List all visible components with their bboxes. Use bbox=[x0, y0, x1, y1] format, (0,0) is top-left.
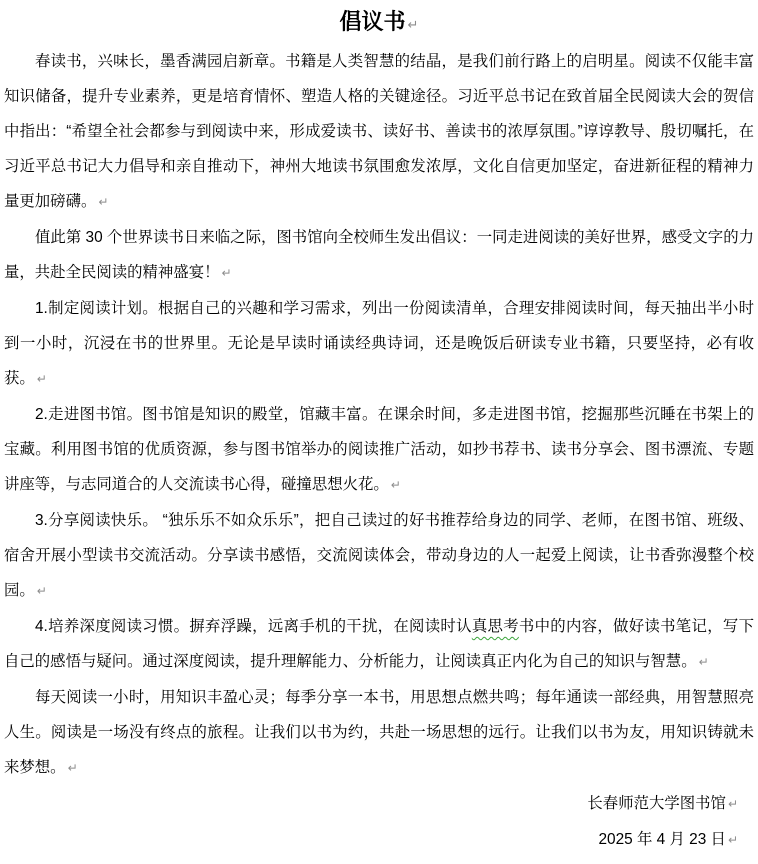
paragraph-item-3[interactable] bbox=[4, 503, 754, 609]
paragraph-item-4[interactable] bbox=[4, 609, 754, 680]
paragraph-opening[interactable] bbox=[4, 44, 754, 220]
date-text: 2025 年 4 月 23 日 bbox=[598, 831, 726, 848]
paragraph-text: 值此第 30 个世界读书日来临之际，图书馆向全校师生发出倡议：一同走进阅读的美好世界，感受文字的力量，共赴全民阅读的精神盛宴！ bbox=[4, 229, 754, 281]
paragraph-mark-icon: ↵ bbox=[390, 478, 401, 492]
title-text: 倡议书 bbox=[339, 9, 406, 34]
paragraph-text: 1.制定阅读计划。根据自己的兴趣和学习需求，列出一份阅读清单，合理安排阅读时间，每天抽出半小时到一小时，沉浸在书的世界里。无论是早读时诵读经典诗词，还是晚饭后研读专业书籍，只要坚持，必有收获。 bbox=[4, 300, 754, 387]
paragraph-text: 春读书，兴味长，墨香满园启新章。书籍是人类智慧的结晶，是我们前行路上的启明星。阅读不仅能丰富知识储备，提升专业素养，更是培育情怀、塑造人格的关键途径。习近平总书记在致首届全民阅读大会的贺信中指出：“希望全社会都参与到阅读中来，形成爱读书、读好书、善读书的浓厚氛围。”谆谆教导、殷切嘱托，在习近平总书记大力倡导和亲自推动下，神州大地读书氛围愈发浓厚，文化自信更加坚定，奋进新征程的精神力量更加磅礴。 bbox=[4, 53, 754, 210]
paragraph-proposal-intro[interactable] bbox=[4, 220, 754, 291]
paragraph-text: 4.培养深度阅读习惯。摒弃浮躁，远离手机的干扰，在阅读时认 bbox=[35, 618, 472, 635]
signature-line[interactable] bbox=[4, 786, 754, 822]
paragraph-mark-icon: ↵ bbox=[727, 797, 738, 811]
paragraph-mark-icon: ↵ bbox=[727, 833, 738, 847]
paragraph-text: 3.分享阅读快乐。 “独乐乐不如众乐乐”，把自己读过的好书推荐给身边的同学、老师，在图书馆、班级、宿舍开展小型读书交流活动。分享读书感悟，交流阅读体会，带动身边的人一起爱上阅读，让书香弥漫整个校园。 bbox=[4, 512, 754, 599]
paragraph-mark-icon: ↵ bbox=[36, 372, 47, 386]
paragraph-mark-icon: ↵ bbox=[67, 761, 78, 775]
paragraph-text: 每天阅读一小时，用知识丰盈心灵；每季分享一本书，用思想点燃共鸣；每年通读一部经典，用智慧照亮人生。阅读是一场没有终点的旅程。让我们以书为约，共赴一场思想的远行。让我们以书为友，用知识铸就未来梦想。 bbox=[4, 689, 754, 776]
date-line[interactable] bbox=[4, 822, 754, 858]
paragraph-closing[interactable] bbox=[4, 680, 754, 786]
page-title[interactable] bbox=[4, 3, 754, 44]
paragraph-item-1[interactable] bbox=[4, 291, 754, 397]
paragraph-item-2[interactable] bbox=[4, 397, 754, 503]
paragraph-text: 书中的内容，做好读书笔记，写下自己的感悟与疑问。通过深度阅读，提升理解能力、分析能力，让阅读真正内化为自己的知识与智慧。 bbox=[4, 618, 754, 670]
signature-text: 长春师范大学图书馆 bbox=[587, 795, 726, 812]
paragraph-mark-icon: ↵ bbox=[221, 266, 232, 280]
paragraph-mark-icon: ↵ bbox=[698, 655, 709, 669]
paragraph-mark-icon: ↵ bbox=[407, 17, 419, 32]
paragraph-text: 2.走进图书馆。图书馆是知识的殿堂，馆藏丰富。在课余时间，多走进图书馆，挖掘那些沉睡在书架上的宝藏。利用图书馆的优质资源，参与图书馆举办的阅读推广活动，如抄书荐书、读书分享会、图书漂流、专题讲座等，与志同道合的人交流读书心得，碰撞思想火花。 bbox=[4, 406, 754, 493]
paragraph-mark-icon: ↵ bbox=[36, 584, 47, 598]
paragraph-mark-icon: ↵ bbox=[98, 195, 109, 209]
grammar-check-wavy-text: 真思考 bbox=[471, 618, 519, 635]
